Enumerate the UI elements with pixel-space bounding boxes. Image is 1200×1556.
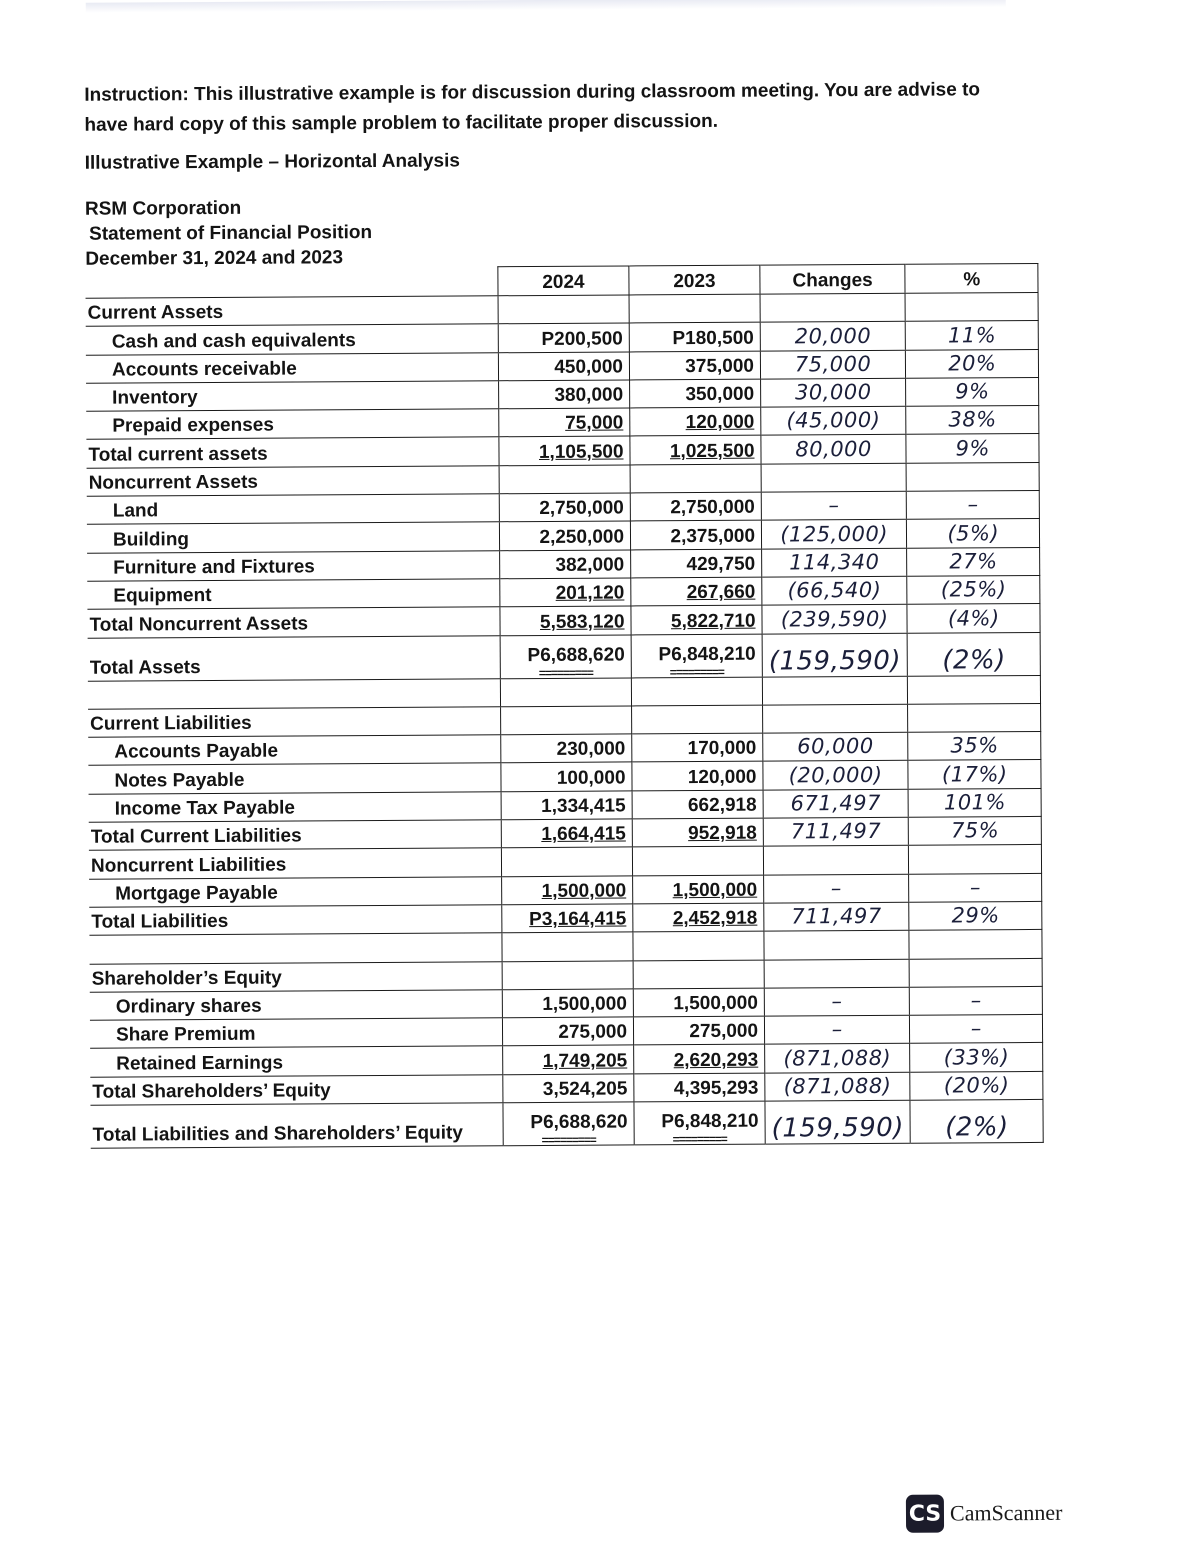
value-2023-text: 662,918 (687, 794, 757, 817)
value-2023 (633, 960, 764, 989)
value-2023 (632, 705, 763, 734)
value-2023-text: 170,000 (687, 738, 757, 760)
value-percent-text: 29% (951, 903, 1000, 928)
value-percent (907, 632, 1040, 676)
value-changes (765, 1044, 910, 1073)
value-2023-text: 350,000 (685, 383, 755, 406)
value-percent (909, 930, 1042, 959)
row-label (89, 933, 502, 964)
row-label-text: Accounts Payable (114, 741, 279, 764)
value-changes (761, 520, 906, 549)
value-2024 (503, 1102, 634, 1146)
value-changes (762, 548, 907, 577)
value-changes-text: – (831, 989, 843, 1014)
value-percent (907, 575, 1040, 604)
value-2024 (501, 791, 632, 820)
value-2023 (632, 846, 763, 875)
value-percent (909, 958, 1042, 987)
value-2023 (632, 790, 763, 819)
value-changes (763, 761, 908, 790)
value-changes (761, 406, 906, 435)
value-changes-text: (871,088) (783, 1073, 892, 1099)
value-2024 (500, 578, 631, 607)
row-label (90, 1074, 503, 1105)
value-percent-text: – (969, 875, 982, 900)
value-2024-text: P3,164,415 (529, 908, 627, 931)
value-changes-text: (125,000) (780, 521, 889, 547)
row-label-text: Land (112, 500, 159, 522)
row-label-text: Current Liabilities (90, 712, 252, 735)
value-changes-text: 711,497 (790, 819, 882, 844)
example-heading: Illustrative Example – Horizontal Analysis (84, 150, 460, 174)
value-2023-text: 120,000 (685, 412, 755, 434)
value-2024-text: P6,688,620 (527, 644, 625, 666)
value-2023-text: 2,620,293 (673, 1049, 759, 1071)
table-row (88, 632, 1041, 681)
value-changes (761, 463, 906, 492)
value-percent (910, 1015, 1043, 1044)
value-2023 (630, 521, 761, 550)
value-2024 (501, 762, 632, 791)
value-2023 (630, 407, 761, 436)
value-percent (906, 377, 1039, 406)
row-label (88, 635, 501, 681)
value-changes (763, 704, 908, 733)
value-2024-text: 201,120 (555, 582, 625, 605)
value-2023 (629, 351, 760, 380)
value-2023-text: 429,750 (686, 553, 756, 576)
value-percent-text: (4%) (947, 605, 1000, 631)
row-label-text: Shareholder’s Equity (91, 967, 282, 990)
row-label (86, 437, 499, 468)
value-2024 (502, 989, 633, 1018)
value-2024-text: 5,583,120 (539, 611, 625, 633)
row-label (90, 1103, 503, 1149)
table-body (86, 292, 1044, 1148)
row-label (88, 763, 501, 794)
value-changes (764, 930, 909, 959)
row-label-text: Noncurrent Assets (88, 471, 259, 494)
value-changes (764, 987, 909, 1016)
value-changes-text: 20,000 (794, 323, 872, 349)
value-percent-text: 20% (948, 351, 997, 376)
value-changes (760, 322, 905, 351)
row-label (90, 1018, 503, 1049)
value-2023 (631, 605, 762, 634)
row-label-text: Total Liabilities (91, 911, 229, 933)
value-percent (910, 1043, 1043, 1072)
value-2023 (633, 988, 764, 1017)
value-percent-text: – (970, 988, 982, 1013)
value-2023 (630, 492, 761, 521)
row-label-text: Equipment (113, 585, 212, 607)
value-2023-text: 1,500,000 (672, 879, 758, 902)
row-label (86, 352, 499, 383)
value-changes-text: – (831, 1017, 843, 1042)
value-2023 (631, 677, 762, 706)
row-label (90, 1046, 503, 1077)
row-label-text: Total Assets (89, 656, 201, 679)
value-2023-text: P6,848,210 (658, 643, 756, 665)
row-label-text: Prepaid expenses (112, 415, 274, 438)
value-changes (763, 846, 908, 875)
value-2024 (499, 493, 630, 522)
value-percent-text: – (970, 1016, 982, 1041)
row-label (88, 678, 501, 709)
row-label (89, 876, 502, 907)
value-2024 (499, 380, 630, 409)
value-changes-text: (45,000) (786, 408, 881, 433)
value-2024 (501, 706, 632, 735)
value-2024 (501, 819, 632, 848)
row-label (89, 848, 502, 879)
row-label (86, 381, 499, 412)
statement-title: Statement of Financial Position (89, 222, 373, 245)
value-changes-text: – (828, 493, 840, 518)
row-label-text: Furniture and Fixtures (113, 556, 315, 579)
value-2024-text: P6,688,620 (530, 1111, 628, 1134)
row-label-text: Mortgage Payable (115, 882, 278, 905)
value-percent (906, 406, 1039, 435)
value-2024 (502, 876, 633, 905)
value-2024 (498, 295, 629, 324)
value-changes-text: 75,000 (794, 351, 872, 377)
value-percent (910, 1071, 1043, 1100)
value-changes (760, 350, 905, 379)
value-changes (761, 435, 906, 464)
value-changes (762, 576, 907, 605)
row-label (87, 550, 500, 581)
value-2024 (502, 932, 633, 961)
value-2023 (632, 818, 763, 847)
row-label-text: Total Liabilities and Shareholders’ Equity (92, 1122, 463, 1146)
value-2023 (630, 464, 761, 493)
value-2024-text: 1,664,415 (541, 823, 626, 846)
value-percent (909, 845, 1042, 874)
row-label (89, 791, 502, 822)
value-2023-text: 275,000 (689, 1021, 759, 1043)
value-2024 (499, 465, 630, 494)
row-label-text: Ordinary shares (115, 995, 262, 1018)
value-2024 (499, 408, 630, 437)
value-changes (763, 817, 908, 846)
row-label-text: Current Assets (87, 302, 224, 325)
value-2023-text: 2,375,000 (670, 525, 756, 547)
value-percent (909, 873, 1042, 902)
value-2024-text: 1,334,415 (541, 795, 626, 818)
value-changes-text: (66,540) (787, 578, 882, 603)
value-2024 (500, 550, 631, 579)
header-2023: 2023 (629, 265, 760, 295)
value-percent-text: 9% (955, 436, 991, 461)
value-2024 (500, 678, 631, 707)
value-percent (907, 519, 1040, 548)
value-percent-text: (33%) (943, 1044, 1010, 1070)
value-percent (910, 1099, 1043, 1143)
row-label-text: Notes Payable (114, 769, 245, 792)
value-percent-text: – (967, 492, 979, 517)
value-2024-text: 450,000 (554, 356, 624, 378)
value-2023 (634, 1073, 765, 1102)
header-percent: % (905, 263, 1038, 293)
value-percent (905, 292, 1038, 321)
value-changes (763, 789, 908, 818)
value-2024 (503, 1074, 634, 1103)
value-percent (906, 434, 1039, 463)
value-changes (764, 1015, 909, 1044)
value-2023 (630, 379, 761, 408)
row-label (90, 990, 503, 1021)
value-percent (908, 703, 1041, 732)
value-changes-text: 60,000 (797, 734, 874, 759)
value-changes-text: 80,000 (795, 436, 872, 462)
financial-position-table (85, 263, 1044, 1149)
row-label-text: Inventory (112, 387, 198, 409)
value-2023-text: 4,395,293 (673, 1077, 759, 1100)
double-underline: ========= (669, 664, 724, 679)
value-2024-text: 380,000 (554, 384, 624, 407)
value-percent (907, 491, 1040, 520)
value-2023 (631, 549, 762, 578)
value-percent (908, 788, 1041, 817)
row-label (87, 466, 500, 497)
cs-logo-icon: CS (906, 1495, 944, 1533)
header-changes: Changes (760, 264, 905, 294)
value-2024-text: 275,000 (558, 1021, 628, 1044)
value-percent (909, 901, 1042, 930)
row-label (87, 494, 500, 525)
value-2024-text: 382,000 (555, 554, 625, 576)
row-label (87, 522, 500, 553)
value-percent-text: (5%) (947, 520, 1000, 546)
value-percent (908, 732, 1041, 761)
value-percent-text: 35% (950, 733, 999, 758)
value-changes-text: 711,497 (791, 904, 882, 929)
value-changes (761, 378, 906, 407)
value-2024 (501, 847, 632, 876)
value-changes-text: (871,088) (783, 1045, 892, 1071)
value-2024-text: 75,000 (565, 412, 624, 435)
value-2024 (498, 352, 629, 381)
table-row (90, 1099, 1043, 1148)
statement-date: December 31, 2024 and 2023 (85, 247, 344, 270)
value-2024-text: 100,000 (556, 767, 626, 789)
value-2023 (634, 1101, 765, 1145)
value-percent-text: 11% (947, 322, 997, 348)
value-changes (764, 874, 909, 903)
value-2023 (634, 1045, 765, 1074)
company-name: RSM Corporation (84, 197, 242, 220)
logo-text: CamScanner (949, 1499, 1063, 1526)
value-changes (762, 633, 908, 677)
value-2024 (499, 436, 630, 465)
value-2023-text: 5,822,710 (670, 610, 756, 632)
value-2024 (502, 904, 633, 933)
value-2024-text: 2,250,000 (539, 526, 625, 548)
row-label (86, 324, 499, 355)
double-underline: ========= (538, 665, 593, 680)
value-2023-text: 375,000 (685, 355, 755, 377)
value-changes (762, 676, 907, 705)
value-percent (906, 321, 1039, 350)
value-percent (906, 462, 1039, 491)
value-2023 (630, 436, 761, 465)
value-2023-text: 267,660 (686, 581, 756, 604)
value-2024 (502, 1017, 633, 1046)
value-changes-text: (20,000) (788, 762, 883, 788)
value-changes (762, 605, 907, 634)
value-percent-text: 9% (955, 379, 990, 404)
value-percent-text: (17%) (941, 761, 1008, 787)
value-2023-text: 952,918 (688, 823, 757, 845)
value-percent (907, 547, 1040, 576)
instruction-text: Instruction: This illustrative example is for discussion during classroom meeting. You are advise to have hard copy of this sample problem to facilitate proper discussion. (84, 79, 981, 136)
value-2023-text: 1,025,500 (669, 440, 755, 462)
value-percent-text: 75% (950, 818, 1000, 843)
value-percent (910, 986, 1043, 1015)
value-percent (907, 604, 1040, 633)
value-2023 (632, 762, 763, 791)
row-label (86, 296, 499, 327)
row-label (86, 409, 499, 440)
scan-edge (86, 0, 1006, 13)
row-label (87, 607, 500, 638)
value-2024 (499, 521, 630, 550)
value-2023-text: 1,500,000 (673, 992, 758, 1015)
row-label-text: Total current assets (88, 443, 268, 466)
row-label-text: Total Current Liabilities (90, 825, 302, 849)
value-2023 (629, 322, 760, 351)
row-label (89, 820, 502, 851)
value-percent-text: 38% (948, 407, 997, 432)
double-underline: ========= (541, 1132, 596, 1148)
row-label-text: Total Shareholders’ Equity (92, 1080, 331, 1103)
row-label-text: Building (112, 528, 190, 551)
value-percent-text: (2%) (942, 644, 1006, 676)
row-label (89, 905, 502, 936)
value-changes (763, 732, 908, 761)
value-2024 (500, 635, 631, 679)
row-label (90, 961, 503, 992)
value-2023-text: 2,750,000 (670, 497, 755, 519)
value-2024-text: P200,500 (541, 328, 623, 350)
row-label-text: Share Premium (115, 1024, 256, 1047)
value-2023 (633, 931, 764, 960)
value-2024-text: 2,750,000 (539, 497, 624, 520)
value-2023 (629, 294, 760, 323)
value-2023 (633, 903, 764, 932)
value-2023-text: P180,500 (672, 327, 754, 349)
camscanner-logo (906, 1494, 1063, 1533)
value-2024 (503, 1045, 634, 1074)
row-label (88, 707, 501, 738)
value-percent-text: 27% (949, 549, 998, 574)
value-changes (765, 1100, 911, 1144)
value-percent-text: (20%) (943, 1073, 1010, 1098)
value-2023 (631, 577, 762, 606)
row-label-text: Noncurrent Liabilities (90, 854, 287, 877)
value-2023 (631, 634, 762, 678)
value-percent (908, 675, 1041, 704)
value-changes-text: 114,340 (789, 549, 880, 575)
header-2024: 2024 (498, 266, 629, 296)
value-percent-text: (25%) (940, 577, 1007, 602)
value-changes-text: 30,000 (794, 380, 872, 405)
value-2024 (502, 960, 633, 989)
header-label (85, 267, 498, 299)
value-2024 (500, 606, 631, 635)
value-percent (909, 816, 1042, 845)
value-percent (908, 760, 1041, 789)
value-2023 (633, 875, 764, 904)
row-label-text: Retained Earnings (116, 1052, 284, 1075)
value-2023-text: P6,848,210 (661, 1110, 759, 1133)
value-percent (906, 349, 1039, 378)
value-percent-text: 101% (943, 790, 1007, 815)
value-changes (761, 491, 906, 520)
row-label-text: Cash and cash equivalents (111, 329, 356, 353)
value-2024-text: 1,749,205 (542, 1050, 628, 1072)
value-2024-text: 3,524,205 (542, 1078, 628, 1101)
value-changes-text: 671,497 (790, 790, 882, 816)
value-2023-text: 120,000 (687, 766, 757, 788)
value-2023 (632, 733, 763, 762)
value-changes-text: – (830, 876, 842, 901)
value-changes (765, 1072, 910, 1101)
value-changes (760, 293, 905, 322)
row-label-text: Income Tax Payable (114, 797, 295, 820)
value-changes-text: (239,590) (780, 606, 889, 632)
value-2024-text: 1,105,500 (538, 441, 624, 463)
value-percent-text: (2%) (945, 1112, 1009, 1143)
double-underline: ========= (672, 1131, 727, 1147)
row-label-text: Accounts receivable (111, 358, 297, 381)
value-changes-text: (159,590) (768, 645, 902, 677)
row-label (88, 735, 501, 766)
value-changes-text: (159,590) (771, 1112, 905, 1144)
row-label (87, 579, 500, 610)
value-2023 (633, 1016, 764, 1045)
value-2024 (498, 323, 629, 352)
value-changes (764, 959, 909, 988)
value-2024-text: 230,000 (556, 738, 626, 761)
value-changes (764, 902, 909, 931)
value-2024-text: 1,500,000 (542, 993, 627, 1016)
value-2024 (501, 734, 632, 763)
row-label-text: Total Noncurrent Assets (89, 612, 309, 636)
value-2023-text: 2,452,918 (672, 907, 758, 930)
value-2024-text: 1,500,000 (541, 880, 627, 902)
